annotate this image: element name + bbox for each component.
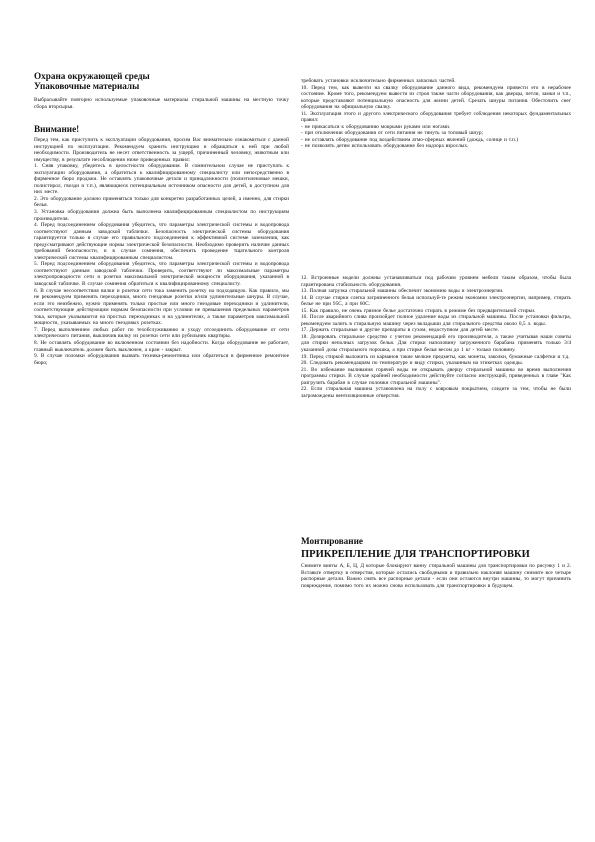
paragraph: 6. В случае несоответствия вилки и розетки сети тока заменить розетку на подходящую. Как правило, мы не рекомендуем применять переходники, много гнездовые розетки и/или удлинительные шнуры. В случае, если это неизбежно, нужно применять только простые или много гнездовые переходники и удлинители, соответствующие действующим нормам безопасности при условии не превышения предельных параметров тока, которые указываются на простых переходниках и на удлинителях, а также параметров максимальной мощности, указываемых на много гнездовых розетках. <box>34 287 289 327</box>
paragraph: 10. Перед тем, как вывезти на свалку оборудование данного вида, рекомендуем привести его в нерабочее состояние. Кроме того, рекомендуем вывести из строя также части оборудования, как дверцы, петли, замки и т.п., которые представляют потенциальную опасность для жизни детей. Срезать шнуры питания. Обесточить снег оборудования на официальную свалку. <box>301 84 571 111</box>
paragraph: 4. Перед подсоединением оборудования убедитесь, что параметры электрической системы и водопровода соответствуют данным заводской таблички. Безопасность электрической системы оборудования гарантируется только в случае его правильного подсоединения к эффективной системе заземления, как предусматривают действующие нормы электрической безопасности. Необходимо проверить наличие данных требований безопасности, и в случае сомнения, обеспечить проведение тщательного контроля электрической системы квалифицированным специалистом. <box>34 222 289 261</box>
paragraph: 21. Во избежание выливания горячей воды не открывать дверцу стиральной машины во время выполнения программы стирки. В случае крайней необходимости действуйте согласно инструкций, приведенных в главе "Как разгрузить барабан в случае поломки стиральной машины". <box>301 366 571 386</box>
paragraph: 19. Перед стиркой выложить из карманов такие мелкие предметы, как монеты, заколки, бумажные салфетки и т.д. <box>301 353 570 360</box>
paragraph: 16. После аварийного слива произойдет полное удаление воды из стиральной машины. После установки фильтра, рекомендуем залить в стиральную машину через вкладыши для стирального средства около 0,5 л. воды. <box>301 314 571 327</box>
packaging-text: Выбрасывайте повторно используемые упаковочные материалы стиральной машины на местную точку сбора вторсырья. <box>34 97 289 110</box>
right-top-block <box>301 78 571 150</box>
mount-title: Монтирование <box>301 536 363 546</box>
transport-title: ПРИКРЕПЛЕНИЕ ДЛЯ ТРАНСПОРТИРОВКИ <box>301 549 530 560</box>
warning-title: Внимание! <box>34 124 80 134</box>
paragraph: 20. Следовать рекомендациям по температуре и виду стирки, указанным на этикетках одежды. <box>301 360 524 367</box>
paragraph: - не прикасаться к оборудованию мокрыми руками или ногами. <box>301 123 451 130</box>
paragraph: 12. Встроенные модели должны устанавливаться под рабочим уровнем мебели таким образом, чтобы была гарантирована стабильность оборудования. <box>301 275 571 288</box>
paragraph: 18. Дозировать стиральное средство с учетом рекомендаций его производителя, а также учитывая наши советы для стирки неполных загрузок белья. Для стирки наполовину загруженного барабана применять только 3/4 указанной дозы стирального порошка, а при стирке белья весом до 1 кг - только половину. <box>301 333 571 354</box>
paragraph: - при отключении оборудования от сети питания не тянуть за топовый шнур; <box>301 130 484 137</box>
right-mid-block <box>301 275 571 399</box>
paragraph: 2. Это оборудование должно применяться только для конкретно разработанных целей, а именно, для стирки белья. <box>34 195 289 209</box>
paragraph: - не позволять детям использовать оборудование без надзора взрослых. <box>301 143 469 150</box>
paragraph: 5. Перед подсоединением оборудования убедитесь, что параметры электрической системы и водопровода соответствуют данным заводской таблички. Проверить, соответствуют ли максимальные параметры электропроводности сети и розетки максимальной электрической мощности оборудования, указанной в заводской табличке. В случае сомнения обратиться к квалифицированному специалисту. <box>34 261 289 288</box>
paragraph: 14. В случае стирки слегка загрязненного белья используй-те режим экономии электроэнергии, например, стирать белье не при 95С, а при 60С. <box>301 294 571 308</box>
paragraph: Перед тем, как приступить к эксплуатации оборудования, просим Вас внимательно ознакомиться с данной инструкцией по эксплуатации. Рекомендуем хранить инструкцию и обращаться к ней при любой необходимости. Производитель не несет ответственность за ущерб, причиненный человеку, животным или имуществу, в результате несоблюдения ниже приведенных правил: <box>34 137 289 163</box>
packaging-title: Упаковочные материалы <box>34 81 140 91</box>
transport-text: Снимите винты А, Б, Ц, Д которые блокируют ванну стиральной машины для транспортировки по рисунку 1 и 2. Вставьте отвертку в отверстия, которые остались свободными и правильно наклоняя машину снимите все четыре распорные детали. Важно снять все распорные детали - если они остаются внутри машины, то могут причинить повреждение, помимо того их можно снова использовать для транспортировки в будущем. <box>301 563 571 589</box>
paragraph: 17. Держать стиральные и другие препараты в сухом, недоступном для детей месте. <box>301 327 499 334</box>
paragraph: - не оставлять оборудование под воздействием атмо-сферных явлений (дождь, солнце и т.п.) <box>301 136 519 143</box>
paragraph: 13. Полная загрузка стиральной машины обеспечит экономию воды и электроэнергии. <box>301 288 504 295</box>
paragraph: требовать установки исключительно фирменных запасных частей. <box>301 78 456 84</box>
paragraph: 3. Установка оборудования должна быть выполнена квалифицированным специалистом по инструкциям производителя. <box>34 209 289 222</box>
paragraph: 22. Если стиральная машина установлена на полу с ковровым покрытием, следите за тем, чтобы не были загромождены вентиляционные отверстия. <box>301 386 571 399</box>
paragraph: 11. Эксплуатация этого и другого электрического оборудования требует соблюдения некоторых фундаментальных правил: <box>301 110 571 124</box>
paragraph: 8. Не оставлять оборудование во включенном состоянии без надобности. Когда оборудование не работает, главный выключатель должен быть выключен, а кран - закрыт. <box>34 339 289 353</box>
warning-body <box>34 137 289 366</box>
paragraph: 1. Сняв упаковку, убедитесь в целостности оборудования. В сомнительном случае не приступать к эксплуатации оборудования, а обратиться к квалифицированному специалисту или непосредственно в фирменное бюро продажи. Не оставлять упаковочные детали и принадлежности (полиэтиленовые мешки, полистирол, гвозди и т.п.), являющиеся потенциальным источником опасности для детей, в доступном для них месте. <box>34 163 289 196</box>
env-title: Охрана окружающей среды <box>34 71 150 81</box>
paragraph: 15. Как правило, не очень грязное белье достаточно стирать в режиме без предварительной стирки. <box>301 307 536 314</box>
paragraph: 9. В случае поломки оборудования вызвать техника-ремонтника или обратиться в фирменное ремонтное бюро; <box>34 353 289 366</box>
paragraph: 7. Перед выполнением любых работ по техобслуживанию и уходу отсоединить оборудование от сети электрического питания, выключив вилку из розетки сети или рубильник квартиры. <box>34 326 289 340</box>
